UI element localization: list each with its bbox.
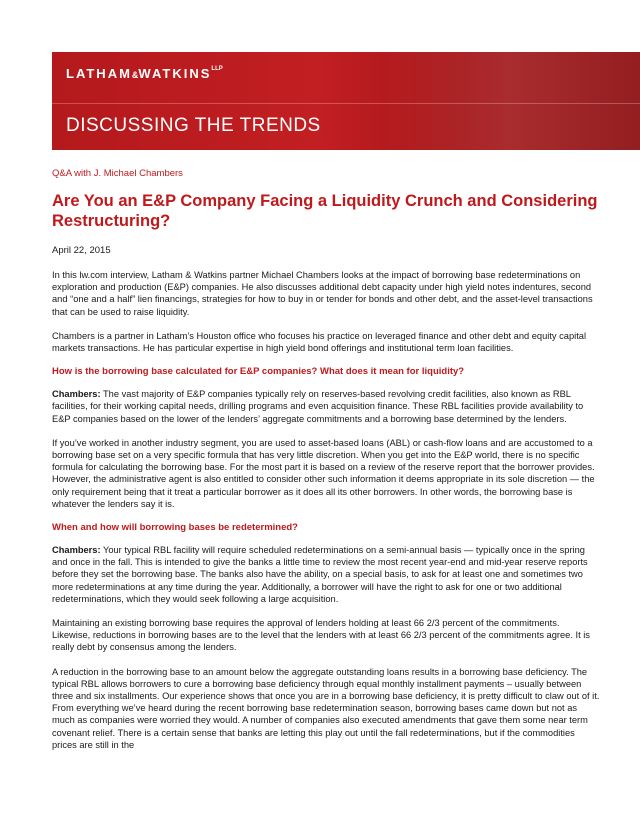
article-title: Are You an E&P Company Facing a Liquidity Crunch and Considering Restructuring? [52,192,598,230]
banner-highlight [380,52,640,150]
intro-paragraph-1: In this lw.com interview, Latham & Watkins partner Michael Chambers looks at the impact of borrowing base redeterminations on exploration and production (E&P) companies. He also discusses additional debt capacity under high yield notes indentures, second and “one and a half” lien financings, strategies for how to buy in or tender for bonds and other debt, and the asset-level transactions that can be used to raise liquidity. [52,270,593,317]
question-1-heading: How is the borrowing base calculated for E&P companies? What does it mean for liquidity? [52,366,465,378]
article-subtitle: Q&A with J. Michael Chambers [52,168,183,179]
speaker-label: Chambers: [52,389,101,400]
banner-divider [52,103,640,104]
question-2-heading: When and how will borrowing bases be redetermined? [52,522,298,534]
logo-text-watkins: WATKINS [138,66,212,81]
intro-paragraph-2: Chambers is a partner in Latham’s Houston office who focuses his practice on leveraged finance and other debt and equity capital markets transactions. He has particular expertise in high yield bond offerings and institutional term loan facilities. [52,330,587,354]
logo-text-latham: LATHAM [66,66,132,81]
answer-1-text: The vast majority of E&P companies typically rely on reserves-based revolving credit facilities, also known as RBL facilities, for their working capital needs, drilling programs and even acquisition finance. These RBL facilities provide availability to E&P companies based on the lower of the lenders’ aggregate commitments and a borrowing base determined by the lenders. [52,389,584,424]
article [52,168,600,763]
article-date: April 22, 2015 [52,245,111,256]
logo-ampersand: & [131,70,139,80]
answer-2-text: Your typical RBL facility will require scheduled redeterminations on a semi-annual basis — typically once in the spring and once in the fall. This is intended to give the banks a little time to review the most recent year-end and mid-year reserve reports before they set the borrowing base. The banks also have the ability, on a special basis, to ask for at least one and sometimes two more redeterminations at any time during the year. Additionally, a borrower will have the right to ask for one or two additional redeterminations, which they would seek following a large acquisition. [52,545,588,604]
answer-2-paragraph-1 [52,544,600,605]
banner-title: DISCUSSING THE TRENDS [66,115,321,136]
answer-2-paragraph-2: Maintaining an existing borrowing base requires the approval of lenders holding at least 66 2/3 percent of the commitments. Likewise, reductions in borrowing bases are to the level that the lenders with at least 66 2/3 percent of the commitments agree. It is really debt by consensus among the lenders. [52,618,590,653]
latham-watkins-logo [66,66,223,81]
answer-1-paragraph-2: If you’ve worked in another industry segment, you are used to asset-based loans (ABL) or cash-flow loans and are accustomed to a borrowing base set on a very specific formula that has very little discretion. When you get into the E&P world, there is no specific formula for calculating the borrowing base. For the most part it is based on a review of the reserve report that the borrower provides. However, the administrative agent is also entitled to consider other such information it deems appropriate in its sole discretion — the only requirement being that it treat a particular borrower as it does all its other borrowers. In other words, the borrowing base is whatever the lenders say it is. [52,437,595,509]
logo-llp: LLP [211,66,223,72]
speaker-label: Chambers: [52,545,101,556]
answer-1-paragraph-1 [52,388,600,425]
header-banner [52,52,640,150]
answer-2-paragraph-3: A reduction in the borrowing base to an amount below the aggregate outstanding loans results in a borrowing base deficiency. The typical RBL allows borrowers to cure a borrowing base deficiency through equal monthly installment payments – usually between three and six installments. Our experience shows that once you are in a borrowing base deficiency, it is pretty difficult to claw out of it. From everything we’ve heard during the recent borrowing base redetermination season, borrowing bases came down but not as much as companies were worried they would. A number of companies also executed amendments that gave them some near term covenant relief. There is a certain sense that banks are letting this play out until the fall redeterminations, but if the commodities prices are still in the [52,666,600,750]
